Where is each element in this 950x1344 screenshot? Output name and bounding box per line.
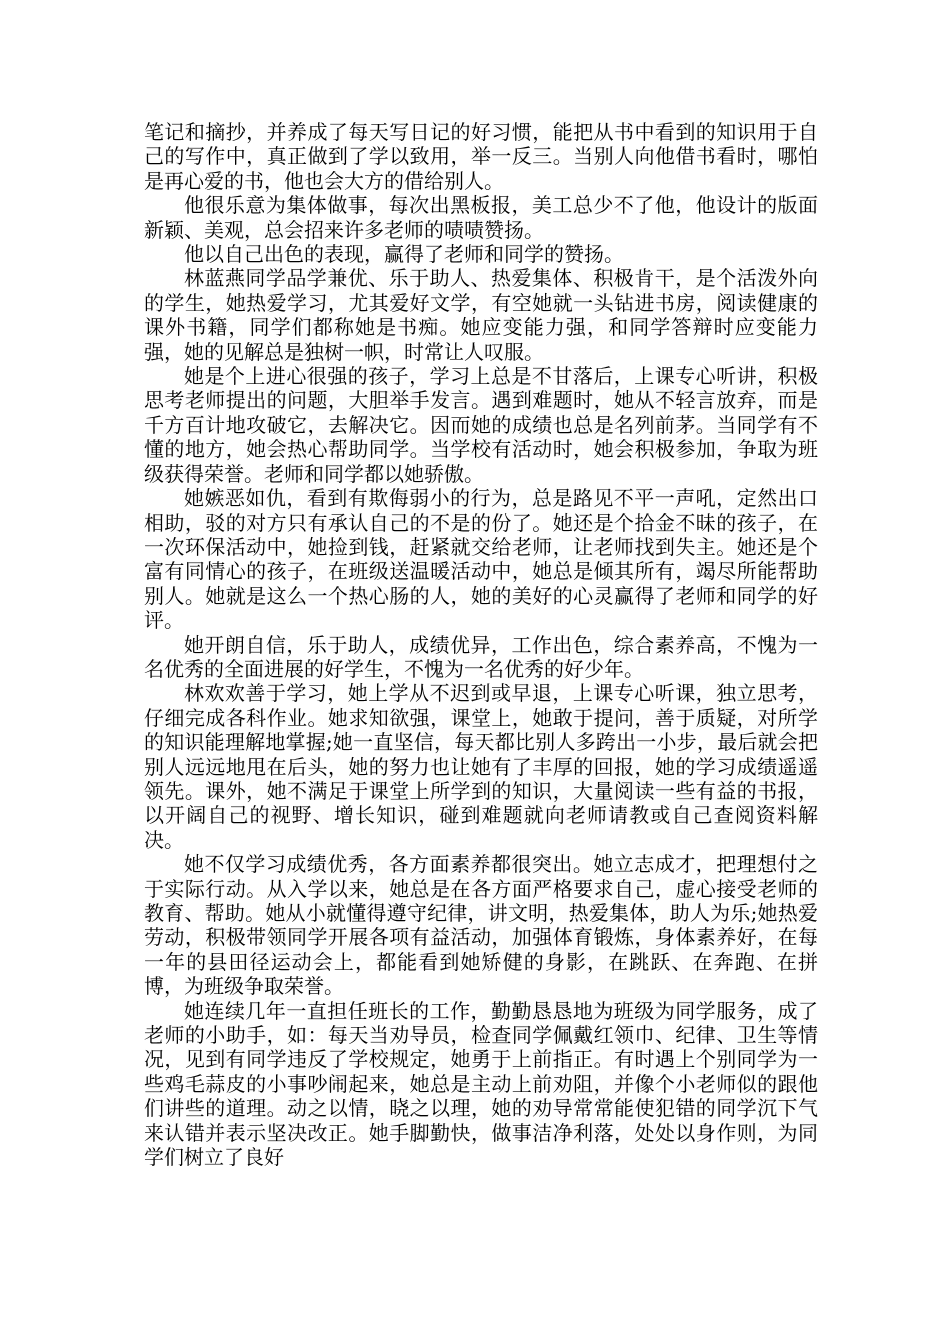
paragraph-3: 他以自己出色的表现，赢得了老师和同学的赞扬。 [184,242,624,267]
paragraph-2: 他很乐意为集体做事，每次出黑板报，美工总少不了他，他设计的版面新颖、美观，总会招来许多老师的啧啧赞扬。 [144,193,818,242]
paragraph-6: 她嫉恶如仇，看到有欺侮弱小的行为，总是路见不平一声吼，定然出口相助，驳的对方只有承认自己的不是的份了。她还是个拾金不昧的孩子，在一次环保活动中，她捡到钱，赶紧就交给老师，让老师找到失主。她还是个富有同情心的孩子，在班级送温暖活动中，她总是倾其所有，竭尽所能帮助别人。她就是这么一个热心肠的人，她的美好的心灵赢得了老师和同学的好评。 [144,486,818,633]
paragraph-8: 林欢欢善于学习，她上学从不迟到或早退，上课专心听课，独立思考，仔细完成各科作业。她求知欲强，课堂上，她敢于提问，善于质疑，对所学的知识能理解地掌握;她一直坚信，每天都比别人多跨出一小步，最后就会把别人远远地甩在后头，她的努力也让她有了丰厚的回报，她的学习成绩遥遥领先。课外，她不满足于课堂上所学到的知识，大量阅读一些有益的书报，以开阔自己的视野、增长知识，碰到难题就向老师请教或自己查阅资料解决。 [144,681,818,852]
paragraph-5: 她是个上进心很强的孩子，学习上总是不甘落后，上课专心听讲，积极思考老师提出的问题，大胆举手发言。遇到难题时，她从不轻言放弃，而是千方百计地攻破它，去解决它。因而她的成绩也总是名列前茅。当同学有不懂的地方，她会热心帮助同学。当学校有活动时，她会积极参加，争取为班级获得荣誉。老师和同学都以她骄傲。 [144,364,818,486]
paragraph-9: 她不仅学习成绩优秀，各方面素养都很突出。她立志成才，把理想付之于实际行动。从入学以来，她总是在各方面严格要求自己，虚心接受老师的教育、帮助。她从小就懂得遵守纪律，讲文明，热爱集体，助人为乐;她热爱劳动，积极带领同学开展各项有益活动，加强体育锻炼，身体素养好，在每一年的县田径运动会上，都能看到她矫健的身影，在跳跃、在奔跑、在拼博，为班级争取荣誉。 [144,852,818,999]
document-page [144,120,818,1169]
paragraph-7: 她开朗自信，乐于助人，成绩优异，工作出色，综合素养高，不愧为一名优秀的全面进展的好学生，不愧为一名优秀的好少年。 [144,632,818,681]
paragraph-10: 她连续几年一直担任班长的工作，勤勤恳恳地为班级为同学服务，成了老师的小助手，如：每天当劝导员，检查同学佩戴红领巾、纪律、卫生等情况，见到有同学违反了学校规定，她勇于上前指正。有时遇上个别同学为一些鸡毛蒜皮的小事吵闹起来，她总是主动上前劝阻，并像个小老师似的跟他们讲些的道理。动之以情，晓之以理，她的劝导常常能使犯错的同学沉下气来认错并表示坚决改正。她手脚勤快，做事洁净利落，处处以身作则，为同学们树立了良好 [144,998,818,1170]
paragraph-4: 林蓝燕同学品学兼优、乐于助人、热爱集体、积极肯干，是个活泼外向的学生，她热爱学习，尤其爱好文学，有空她就一头钻进书房，阅读健康的课外书籍，同学们都称她是书痴。她应变能力强，和同学答辩时应变能力强，她的见解总是独树一帜，时常让人叹服。 [144,266,818,364]
paragraph-1: 笔记和摘抄，并养成了每天写日记的好习惯，能把从书中看到的知识用于自己的写作中，真正做到了学以致用，举一反三。当别人向他借书看时，哪怕是再心爱的书，他也会大方的借给别人。 [144,120,818,193]
